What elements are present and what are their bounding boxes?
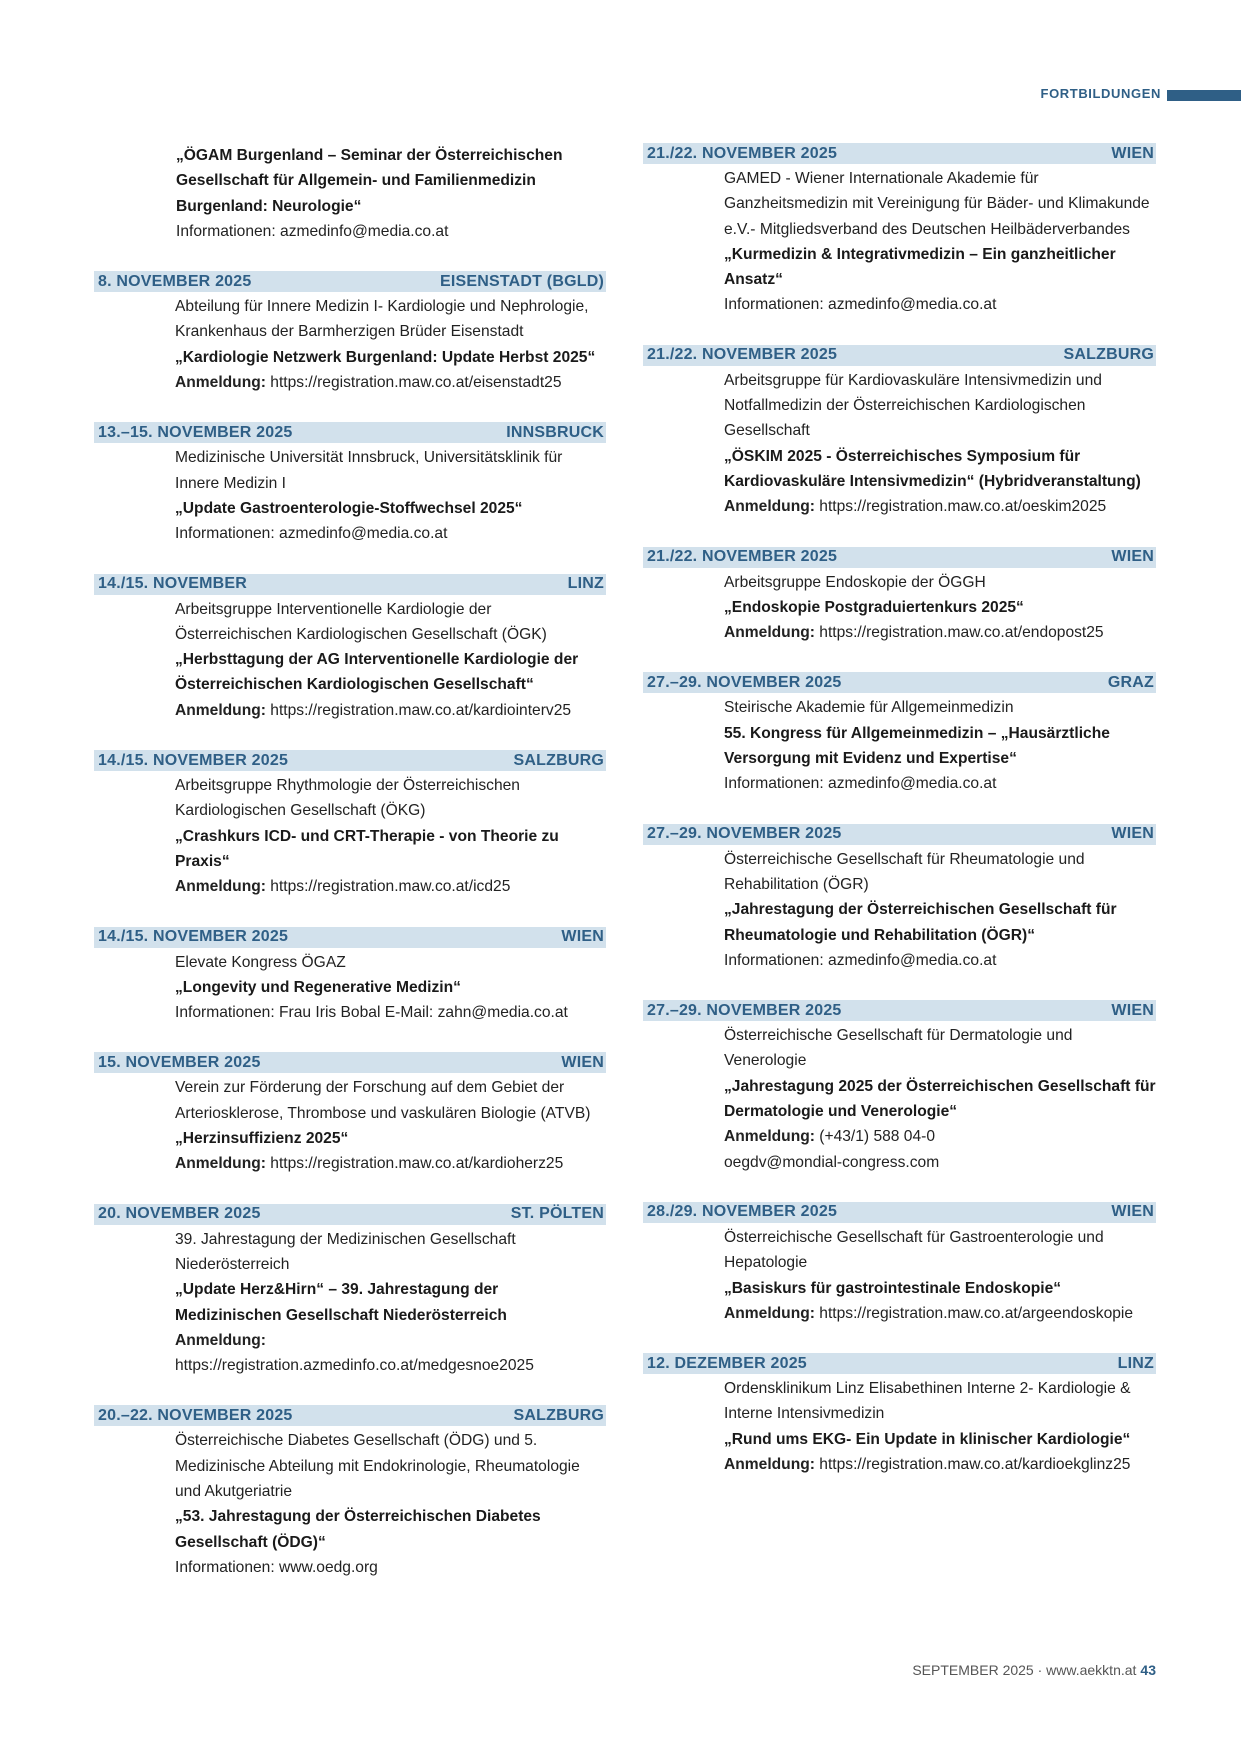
- event-title: „53. Jahrestagung der Österreichischen Diabetes Gesellschaft (ÖDG)“: [175, 1508, 541, 1551]
- event-title: „Endoskopie Postgraduiertenkurs 2025“: [724, 598, 1024, 616]
- event-contacts: [724, 620, 1156, 645]
- event-location: EISENSTADT (BGLD): [440, 272, 604, 290]
- event-date: 21./22. NOVEMBER 2025: [647, 144, 838, 162]
- event-body: [94, 773, 606, 899]
- event-contacts: [724, 1452, 1156, 1477]
- event-contact: [724, 494, 1156, 519]
- contact-label: Anmeldung:: [724, 624, 815, 642]
- event-body: [94, 1227, 606, 1379]
- contact-label: Anmeldung:: [724, 1128, 815, 1146]
- event-contact: [724, 1150, 1156, 1175]
- contact-label: Anmeldung:: [175, 374, 266, 392]
- event-title: „Kurmedizin & Integrativmedizin – Ein ganzheitlicher Ansatz“: [724, 245, 1116, 289]
- event-body: [94, 1428, 606, 1580]
- event-location: INNSBRUCK: [506, 423, 604, 441]
- event-location: LINZ: [1117, 1354, 1154, 1372]
- event-organizer: Österreichische Gesellschaft für Dermatologie und Venerologie: [724, 1027, 1073, 1070]
- event-contact: [175, 1555, 606, 1580]
- event-title: „Rund ums EKG- Ein Update in klinischer Kardiologie“: [724, 1430, 1131, 1448]
- event-header-bar: [94, 750, 606, 771]
- event-location: WIEN: [1111, 1001, 1154, 1019]
- event-contact: [175, 521, 606, 546]
- event-title: „Herbsttagung der AG Interventionelle Kardiologie der Österreichischen Kardiologischen Gesellschaft“: [175, 651, 579, 694]
- event-location: WIEN: [1111, 548, 1154, 566]
- contact-label: Anmeldung:: [175, 701, 266, 719]
- event-title: 55. Kongress für Allgemeinmedizin – „Hausärztliche Versorgung mit Evidenz und Expertise“: [724, 724, 1110, 768]
- event-organizer: Verein zur Förderung der Forschung auf dem Gebiet der Arteriosklerose, Thrombose und vaskulären Biologie (ATVB): [175, 1079, 591, 1122]
- event-organizer: Medizinische Universität Innsbruck, Universitätsklinik für Innere Medizin I: [175, 449, 563, 492]
- event-location: SALZBURG: [513, 1406, 604, 1424]
- event-location: GRAZ: [1107, 673, 1154, 691]
- event-date: 27.–29. NOVEMBER 2025: [647, 1001, 842, 1019]
- contact-label: Anmeldung:: [175, 1155, 266, 1173]
- event-contacts: [175, 1000, 606, 1025]
- event-contacts: [175, 1555, 606, 1580]
- page-footer: [912, 1662, 1156, 1678]
- event-contact: [724, 1301, 1156, 1326]
- left-column: [94, 143, 606, 1607]
- event-body: [643, 368, 1156, 520]
- event-organizer: 39. Jahrestagung der Medizinischen Gesellschaft Niederösterreich: [175, 1230, 516, 1273]
- contact-value: Informationen: azmedinfo@media.co.at: [175, 525, 448, 543]
- contact-value: Informationen: www.oedg.org: [175, 1558, 378, 1576]
- event-date: 28./29. NOVEMBER 2025: [647, 1203, 838, 1221]
- event-header-bar: [94, 271, 606, 292]
- contact-value: https://registration.maw.co.at/icd25: [265, 878, 511, 896]
- contact-label: Anmeldung:: [175, 878, 266, 896]
- event-date: 14./15. NOVEMBER: [98, 575, 248, 593]
- section-label: FORTBILDUNGEN: [1040, 86, 1161, 101]
- event-contacts: [724, 771, 1156, 796]
- event-body: [94, 1075, 606, 1176]
- event-contact: [724, 948, 1156, 973]
- event-location: WIEN: [1111, 825, 1154, 843]
- event-location: SALZBURG: [513, 751, 604, 769]
- event-organizer: Abteilung für Innere Medizin I- Kardiologie und Nephrologie, Krankenhaus der Barmherzigen Brüder Eisenstadt: [175, 298, 589, 341]
- event-header-bar: [94, 1405, 606, 1426]
- event-body: [643, 570, 1156, 646]
- event-contact: [175, 698, 606, 723]
- event-contacts: [724, 1301, 1156, 1326]
- event-date: 21./22. NOVEMBER 2025: [647, 346, 838, 364]
- contact-value: Informationen: azmedinfo@media.co.at: [724, 296, 997, 314]
- contact-value: Informationen: azmedinfo@media.co.at: [724, 951, 997, 969]
- contact-value: oegdv@mondial-congress.com: [724, 1153, 940, 1171]
- contact-value: https://registration.maw.co.at/kardiointerv25: [265, 701, 572, 719]
- event-entry: [643, 672, 1156, 796]
- event-location: WIEN: [1111, 1203, 1154, 1221]
- event-title: „Update Herz&Hirn“ – 39. Jahrestagung der Medizinischen Gesellschaft Niederösterreich: [175, 1281, 507, 1324]
- event-entry: [94, 1052, 606, 1176]
- contact-label: Anmeldung:: [175, 1331, 266, 1349]
- event-title: „Jahrestagung der Österreichischen Gesellschaft für Rheumatologie und Rehabilitation (ÖGR)“: [724, 901, 1117, 944]
- event-organizer: Arbeitsgruppe Rhythmologie der Österreichischen Kardiologischen Gesellschaft (ÖKG): [175, 777, 520, 820]
- event-location: WIEN: [561, 928, 604, 946]
- event-contacts: [175, 874, 606, 899]
- event-date: 14./15. NOVEMBER 2025: [98, 928, 289, 946]
- event-contacts: [724, 292, 1156, 317]
- event-body: [643, 1023, 1156, 1175]
- event-title: „ÖSKIM 2025 - Österreichisches Symposium für Kardiovaskuläre Intensivmedizin“ (Hybridveranstaltung): [724, 447, 1141, 490]
- contact-value: https://registration.maw.co.at/kardioekglinz25: [814, 1455, 1131, 1473]
- event-body: [643, 1376, 1156, 1477]
- event-contact: [175, 874, 606, 899]
- event-organizer: Arbeitsgruppe Endoskopie der ÖGGH: [724, 573, 986, 591]
- event-entry: [94, 422, 606, 546]
- event-location: WIEN: [561, 1053, 604, 1071]
- event-location: WIEN: [1111, 144, 1154, 162]
- event-location: ST. PÖLTEN: [510, 1205, 604, 1223]
- event-contacts: [724, 494, 1156, 519]
- event-title: „ÖGAM Burgenland – Seminar der Österreichischen Gesellschaft für Allgemein- und Familienmedizin Burgenland: Neurologie“: [176, 147, 563, 215]
- event-info: Informationen: azmedinfo@media.co.at: [176, 222, 449, 240]
- contact-value: Informationen: azmedinfo@media.co.at: [724, 775, 997, 793]
- event-body: [94, 294, 606, 395]
- event-body: [643, 166, 1156, 318]
- event-date: 8. NOVEMBER 2025: [98, 272, 252, 290]
- event-contacts: [175, 1328, 606, 1379]
- event-date: 20. NOVEMBER 2025: [98, 1205, 261, 1223]
- event-contact: [175, 1000, 606, 1025]
- event-title: „Kardiologie Netzwerk Burgenland: Update Herbst 2025“: [175, 348, 596, 366]
- contact-label: Anmeldung:: [724, 1304, 815, 1322]
- event-organizer: Arbeitsgruppe Interventionelle Kardiologie der Österreichischen Kardiologischen Gesellschaft (ÖGK): [175, 600, 547, 643]
- event-date: 21./22. NOVEMBER 2025: [647, 548, 838, 566]
- event-date: 27.–29. NOVEMBER 2025: [647, 825, 842, 843]
- event-header-bar: [94, 1204, 606, 1225]
- right-column: [643, 143, 1156, 1504]
- event-date: 27.–29. NOVEMBER 2025: [647, 673, 842, 691]
- event-entry: [94, 271, 606, 395]
- event-header-bar: [643, 1353, 1156, 1374]
- event-entry: [94, 927, 606, 1026]
- event-contacts: [175, 521, 606, 546]
- event-date: 20.–22. NOVEMBER 2025: [98, 1406, 293, 1424]
- event-contact: [724, 771, 1156, 796]
- contact-value: (+43/1) 588 04-0: [814, 1128, 936, 1146]
- event-entry: [643, 345, 1156, 520]
- contact-label: Anmeldung:: [724, 498, 815, 516]
- event-organizer: Steirische Akademie für Allgemeinmedizin: [724, 699, 1014, 717]
- contact-value: https://registration.maw.co.at/endopost25: [814, 624, 1104, 642]
- event-organizer: Österreichische Gesellschaft für Rheumatologie und Rehabilitation (ÖGR): [724, 850, 1085, 893]
- event-body: [643, 1225, 1156, 1326]
- event-organizer: Arbeitsgruppe für Kardiovaskuläre Intensivmedizin und Notfallmedizin der Österreichischen Kardiologischen Gesellschaft: [724, 371, 1102, 440]
- event-entry: [643, 1000, 1156, 1175]
- event-date: 12. DEZEMBER 2025: [647, 1354, 807, 1372]
- event-entry: [643, 143, 1156, 318]
- event-organizer: Ordensklinikum Linz Elisabethinen Interne 2- Kardiologie & Interne Intensivmedizin: [724, 1380, 1131, 1423]
- event-title: „Update Gastroenterologie-Stoffwechsel 2025“: [175, 499, 523, 517]
- event-contact: [724, 620, 1156, 645]
- event-title: „Basiskurs für gastrointestinale Endoskopie“: [724, 1279, 1062, 1297]
- event-body: [643, 695, 1156, 796]
- event-contact: [175, 1151, 606, 1176]
- event-contacts: [175, 1151, 606, 1176]
- contact-value: https://registration.maw.co.at/oeskim2025: [814, 498, 1107, 516]
- event-organizer: Elevate Kongress ÖGAZ: [175, 953, 346, 971]
- footer-text: SEPTEMBER 2025 · www.aekktn.at: [912, 1662, 1137, 1678]
- contact-value: https://registration.maw.co.at/kardioherz25: [265, 1155, 564, 1173]
- event-contacts: [724, 1124, 1156, 1175]
- event-entry: [94, 574, 606, 723]
- event-organizer: Österreichische Gesellschaft für Gastroenterologie und Hepatologie: [724, 1228, 1104, 1272]
- event-date: 14./15. NOVEMBER 2025: [98, 751, 289, 769]
- event-contacts: [175, 698, 606, 723]
- event-entry: [643, 1353, 1156, 1477]
- event-entry: [643, 1202, 1156, 1326]
- event-title: „Jahrestagung 2025 der Österreichischen Gesellschaft für Dermatologie und Venerologie“: [724, 1077, 1156, 1121]
- event-entry: [94, 1405, 606, 1580]
- event-body: [94, 445, 606, 546]
- event-contact: [175, 1328, 606, 1379]
- event-organizer: GAMED - Wiener Internationale Akademie für Ganzheitsmedizin mit Vereinigung für Bäder- und Klimakunde e.V.- Mitgliedsverband des Deutschen Heilbäderverbandes: [724, 170, 1150, 238]
- right-event-list: [643, 143, 1156, 1477]
- event-contact: [724, 1452, 1156, 1477]
- contact-value: https://registration.maw.co.at/argeendoskopie: [814, 1304, 1134, 1322]
- event-header-bar: [643, 672, 1156, 693]
- page-number: 43: [1140, 1662, 1156, 1678]
- event-entry: [94, 1204, 606, 1379]
- event-contact: [175, 370, 606, 395]
- event-entry: [643, 824, 1156, 973]
- event-title: „Longevity und Regenerative Medizin“: [175, 978, 461, 996]
- event-title: „Crashkurs ICD- und CRT-Therapie - von Theorie zu Praxis“: [175, 827, 559, 870]
- event-header-bar: [643, 345, 1156, 366]
- event-location: LINZ: [567, 575, 604, 593]
- event-header-bar: [94, 927, 606, 948]
- event-date: 15. NOVEMBER 2025: [98, 1053, 261, 1071]
- section-accent-bar: [1167, 90, 1241, 101]
- event-header-bar: [643, 1202, 1156, 1223]
- event-body: [643, 847, 1156, 973]
- event-header-bar: [94, 1052, 606, 1073]
- event-header-bar: [94, 422, 606, 443]
- event-contacts: [724, 948, 1156, 973]
- intro-entry: [94, 143, 606, 244]
- event-header-bar: [643, 547, 1156, 568]
- event-header-bar: [643, 143, 1156, 164]
- event-contact: [724, 292, 1156, 317]
- event-contacts: [175, 370, 606, 395]
- event-contact: [724, 1124, 1156, 1149]
- event-header-bar: [94, 574, 606, 595]
- event-organizer: Österreichische Diabetes Gesellschaft (ÖDG) und 5. Medizinische Abteilung mit Endokrinologie, Rheumatologie und Akutgeriatrie: [175, 1432, 580, 1500]
- event-body: [94, 950, 606, 1026]
- event-body: [94, 597, 606, 723]
- left-event-list: [94, 271, 606, 1580]
- event-title: „Herzinsuffizienz 2025“: [175, 1130, 349, 1148]
- event-entry: [643, 547, 1156, 646]
- contact-value: https://registration.azmedinfo.co.at/medgesnoe2025: [175, 1357, 534, 1375]
- contact-value: https://registration.maw.co.at/eisenstadt25: [265, 374, 562, 392]
- event-location: SALZBURG: [1063, 346, 1154, 364]
- contact-value: Informationen: Frau Iris Bobal E-Mail: zahn@media.co.at: [175, 1004, 568, 1022]
- event-entry: [94, 750, 606, 899]
- event-header-bar: [643, 1000, 1156, 1021]
- event-header-bar: [643, 824, 1156, 845]
- event-date: 13.–15. NOVEMBER 2025: [98, 423, 293, 441]
- contact-label: Anmeldung:: [724, 1455, 815, 1473]
